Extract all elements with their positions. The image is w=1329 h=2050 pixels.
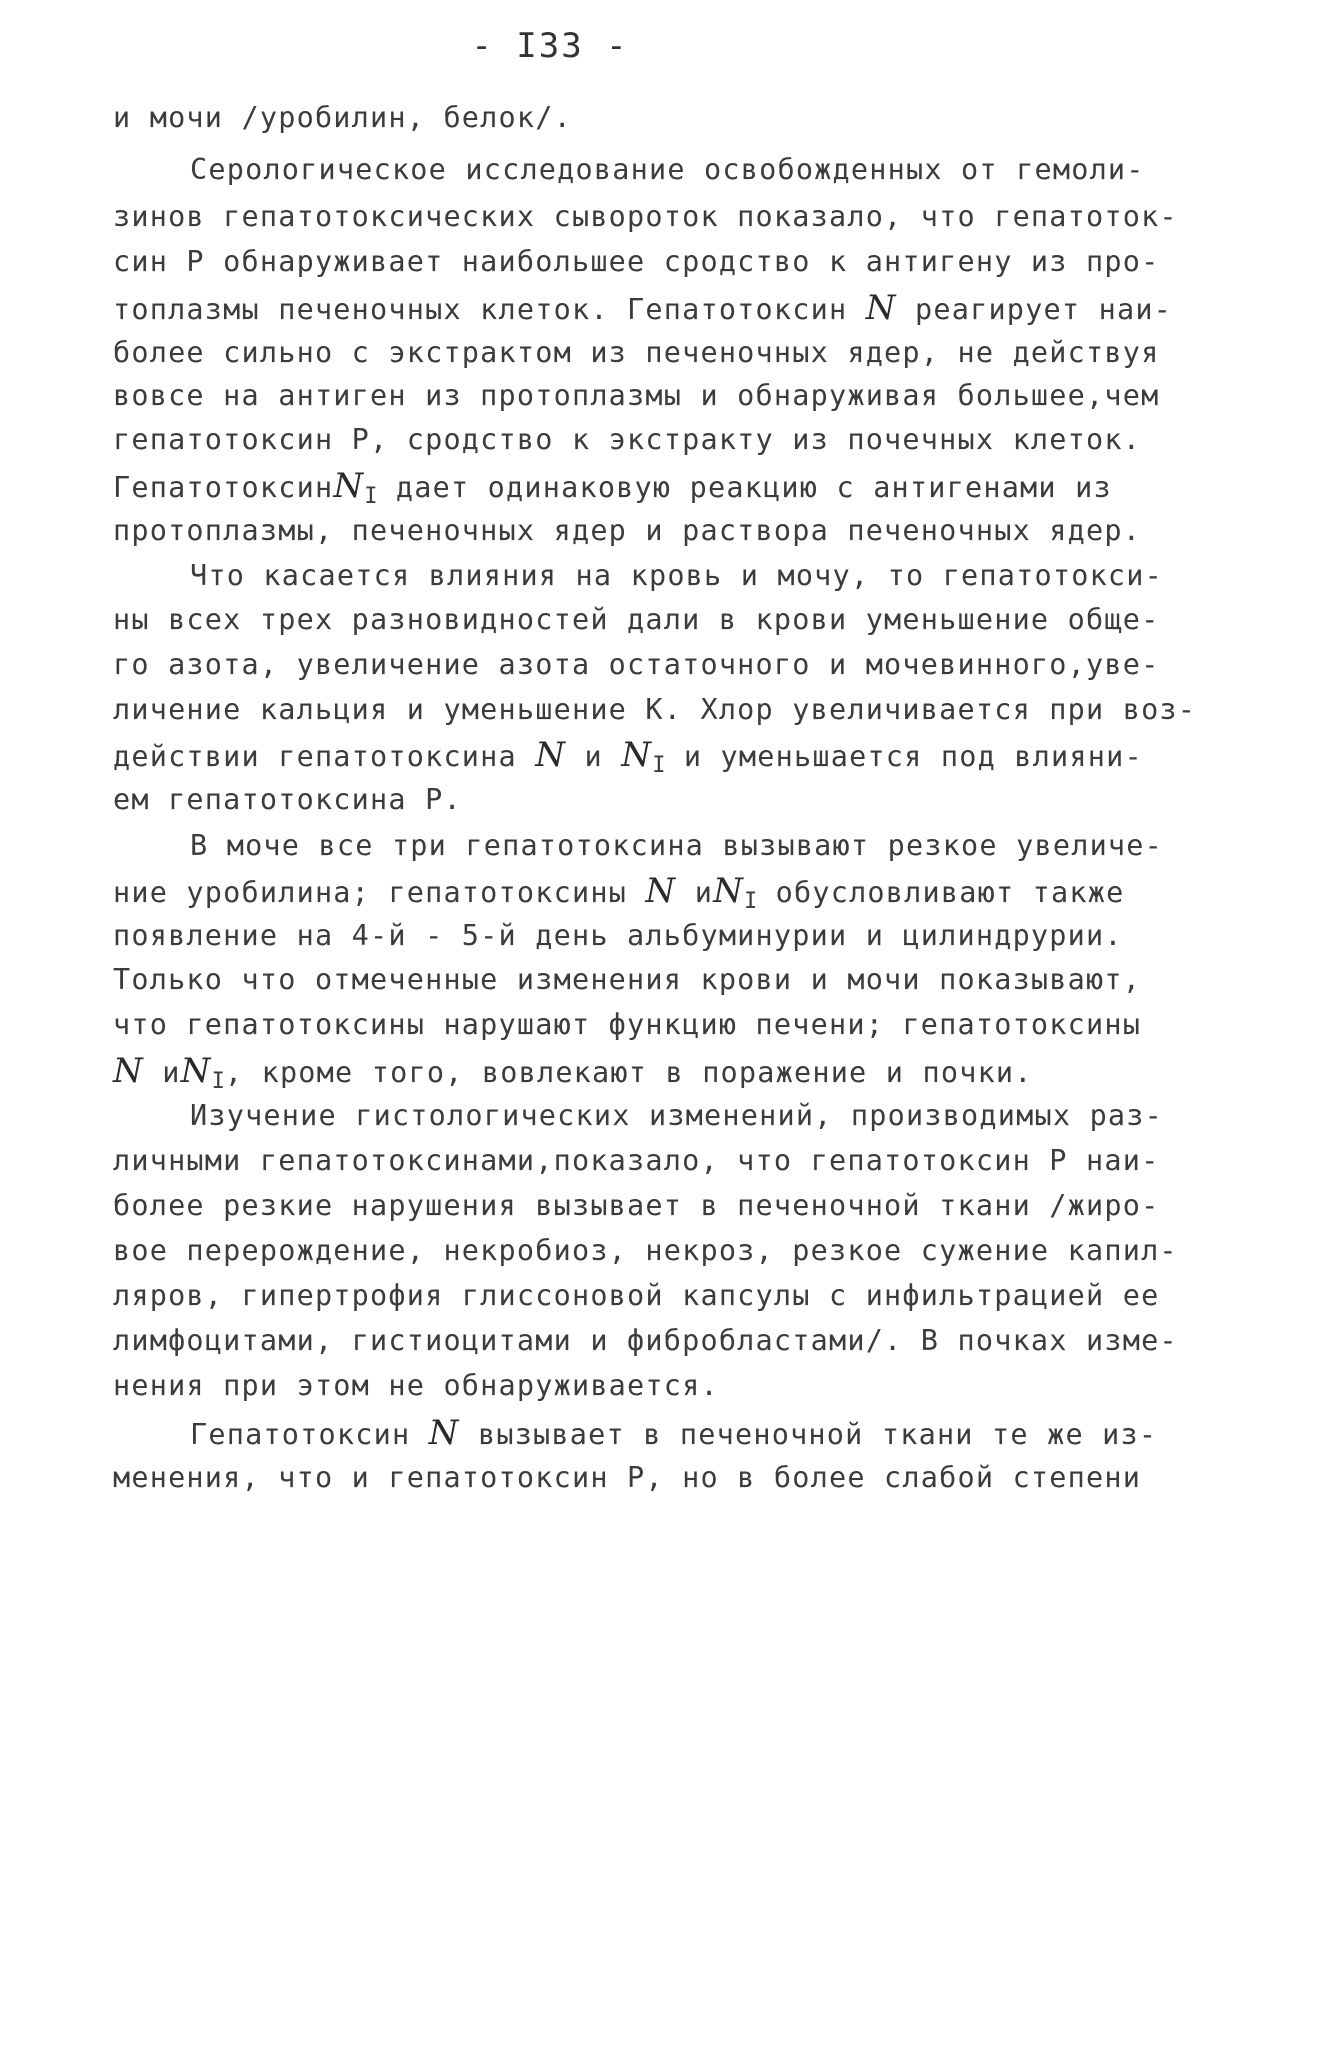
text-line: личными гепатотоксинами,показало, что гепатотоксин Р наи- xyxy=(113,1144,1160,1177)
text-segment: вызывает в печеночной ткани те же из- xyxy=(459,1418,1158,1451)
text-line xyxy=(113,871,1125,914)
text-segment: обусловливают также xyxy=(757,876,1125,909)
text-segment: и xyxy=(676,876,714,909)
text-line: гепатотоксин Р, сродство к экстракту из почечных клеток. xyxy=(113,423,1142,456)
text-segment: Гепатотоксин xyxy=(190,1418,429,1451)
handwritten-symbol: N xyxy=(713,871,745,911)
text-line: Что касается влияния на кровь и мочу, то гепатотокси- xyxy=(190,559,1163,592)
text-line: личение кальция и уменьшение К. Хлор увеличивается при воз- xyxy=(113,693,1197,726)
text-segment: топлазмы печеночных клеток. Гепатотоксин xyxy=(113,293,866,326)
text-line: ляров, гипертрофия глиссоновой капсулы с инфильтрацией ее xyxy=(113,1279,1160,1312)
handwritten-symbol: N xyxy=(180,1051,212,1091)
text-segment: и xyxy=(566,740,622,773)
text-segment: реагирует наи- xyxy=(896,293,1173,326)
text-line: менения, что и гепатотоксин Р, но в более слабой степени xyxy=(113,1461,1142,1494)
text-line: появление на 4-й - 5-й день альбуминурии и цилиндрурии. xyxy=(113,919,1123,952)
handwritten-symbol: N xyxy=(645,871,677,911)
text-line: В моче все три гепатотоксина вызывают резкое увеличе- xyxy=(190,829,1163,862)
text-line: протоплазмы, печеночных ядер и раствора печеночных ядер. xyxy=(113,514,1142,547)
text-line: вое перерождение, некробиоз, некроз, резкое сужение капил- xyxy=(113,1234,1178,1267)
text-segment: Гепатотоксин xyxy=(113,471,334,504)
handwritten-symbol: N xyxy=(535,735,567,775)
text-segment: , кроме того, вовлекают в поражение и почки. xyxy=(224,1056,1033,1089)
handwritten-symbol: N xyxy=(333,466,365,506)
symbol-subscript: I xyxy=(211,1069,225,1094)
text-line: более резкие нарушения вызывает в печеночной ткани /жиро- xyxy=(113,1189,1160,1222)
handwritten-symbol: N xyxy=(113,1051,144,1091)
text-line: ны всех трех разновидностей дали в крови уменьшение обще- xyxy=(113,603,1160,636)
text-line xyxy=(113,735,1143,778)
text-line: Серологическое исследование освобожденных от гемоли- xyxy=(190,153,1145,186)
text-segment: действии гепатотоксина xyxy=(113,740,536,773)
text-line xyxy=(113,466,1112,509)
text-line xyxy=(113,1051,1033,1094)
text-segment: ние уробилина; гепатотоксины xyxy=(113,876,646,909)
text-line: лимфоцитами, гистиоцитами и фибробластами/. В почках изме- xyxy=(113,1324,1178,1357)
text-line: вовсе на антиген из протоплазмы и обнаруживая большее,чем xyxy=(113,379,1160,412)
text-segment: и xyxy=(143,1056,181,1089)
text-line: син Р обнаруживает наибольшее сродство к антигену из про- xyxy=(113,245,1160,278)
text-line: зинов гепатотоксических сывороток показало, что гепатоток- xyxy=(113,200,1178,233)
text-segment: и уменьшается под влияни- xyxy=(665,740,1143,773)
text-line: ем гепатотоксина Р. xyxy=(113,783,462,816)
text-line: го азота, увеличение азота остаточного и мочевинного,уве- xyxy=(113,648,1160,681)
handwritten-symbol: N xyxy=(621,735,653,775)
handwritten-symbol: N xyxy=(865,288,897,328)
text-line xyxy=(190,1413,1157,1453)
text-line: и мочи /уробилин, белок/. xyxy=(113,101,572,134)
symbol-subscript: I xyxy=(364,484,378,509)
symbol-subscript: I xyxy=(744,889,758,914)
text-line: что гепатотоксины нарушают функцию печени; гепатотоксины xyxy=(113,1008,1142,1041)
text-line: нения при этом не обнаруживается. xyxy=(113,1369,719,1402)
text-line: более сильно с экстрактом из печеночных ядер, не действуя xyxy=(113,336,1160,369)
text-segment: дает одинаковую реакцию с антигенами из xyxy=(377,471,1112,504)
symbol-subscript: I xyxy=(652,753,666,778)
text-line: Только что отмеченные изменения крови и мочи показывают, xyxy=(113,963,1142,996)
page-number: - I33 - xyxy=(471,26,629,66)
text-line xyxy=(113,288,1172,328)
handwritten-symbol: N xyxy=(428,1413,460,1453)
text-line: Изучение гистологических изменений, производимых раз- xyxy=(190,1099,1163,1132)
